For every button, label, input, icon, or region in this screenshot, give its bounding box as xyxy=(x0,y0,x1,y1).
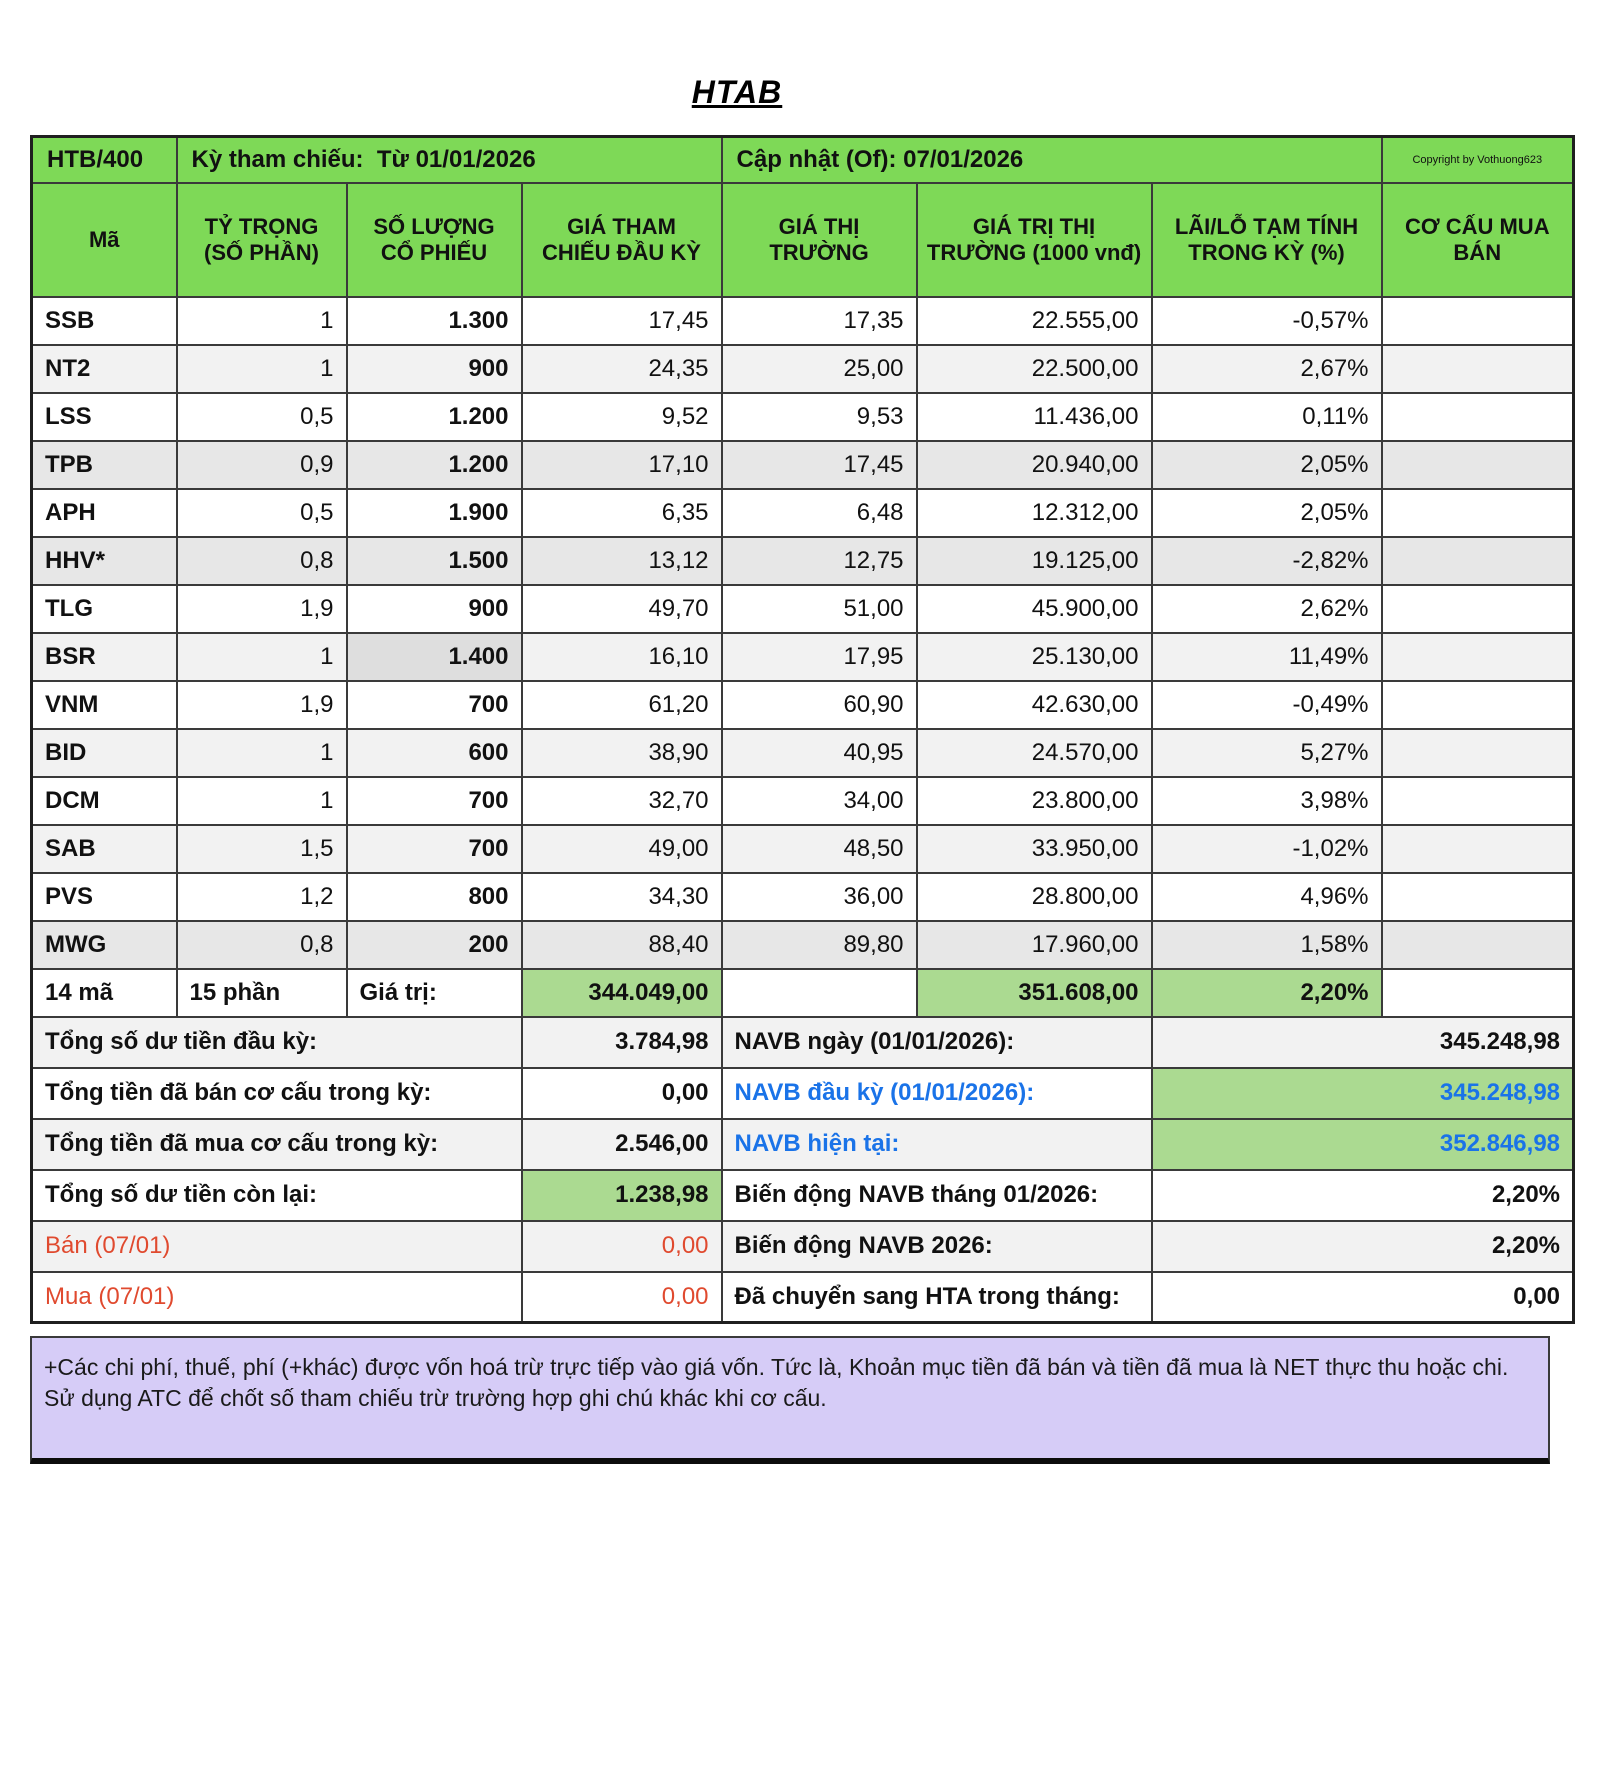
fund-code-cell: HTB/400 xyxy=(32,137,177,183)
table-row xyxy=(32,489,1574,537)
pnl-cell: 3,98% xyxy=(1152,777,1382,825)
summary-pnl: 2,20% xyxy=(1152,969,1382,1017)
bottom-left-value: 1.238,98 xyxy=(522,1170,722,1221)
weight-cell: 0,5 xyxy=(177,489,347,537)
market-value-cell: 23.800,00 xyxy=(917,777,1152,825)
quantity-cell: 700 xyxy=(347,681,522,729)
pnl-cell: 5,27% xyxy=(1152,729,1382,777)
bottom-left-value: 0,00 xyxy=(522,1068,722,1119)
weight-cell: 1 xyxy=(177,345,347,393)
ticker-cell: DCM xyxy=(32,777,177,825)
ref-price-cell: 17,10 xyxy=(522,441,722,489)
quantity-cell: 700 xyxy=(347,777,522,825)
quantity-cell: 1.900 xyxy=(347,489,522,537)
market-price-cell: 51,00 xyxy=(722,585,917,633)
market-value-cell: 19.125,00 xyxy=(917,537,1152,585)
action-cell xyxy=(1382,297,1574,345)
quantity-cell: 1.200 xyxy=(347,393,522,441)
ref-price-cell: 9,52 xyxy=(522,393,722,441)
ticker-cell: HHV* xyxy=(32,537,177,585)
action-cell xyxy=(1382,393,1574,441)
weight-cell: 0,9 xyxy=(177,441,347,489)
market-price-cell: 34,00 xyxy=(722,777,917,825)
ref-period-cell: Kỳ tham chiếu: Từ 01/01/2026 xyxy=(177,137,722,183)
update-date-cell: Cập nhật (Of): 07/01/2026 xyxy=(722,137,1382,183)
bottom-left-value: 3.784,98 xyxy=(522,1017,722,1068)
title-bar xyxy=(0,74,1474,111)
pnl-cell: 2,05% xyxy=(1152,441,1382,489)
bottom-right-value: 2,20% xyxy=(1152,1221,1574,1272)
table-row xyxy=(32,297,1574,345)
market-value-cell: 22.555,00 xyxy=(917,297,1152,345)
weight-cell: 1,2 xyxy=(177,873,347,921)
pnl-cell: 2,62% xyxy=(1152,585,1382,633)
ref-price-cell: 49,70 xyxy=(522,585,722,633)
ticker-cell: BSR xyxy=(32,633,177,681)
ref-price-cell: 13,12 xyxy=(522,537,722,585)
weight-cell: 1,9 xyxy=(177,681,347,729)
ticker-cell: SAB xyxy=(32,825,177,873)
ticker-cell: BID xyxy=(32,729,177,777)
pnl-cell: 2,05% xyxy=(1152,489,1382,537)
action-cell xyxy=(1382,921,1574,969)
bottom-right-label: Biến động NAVB tháng 01/2026: xyxy=(722,1170,1152,1221)
table-row xyxy=(32,393,1574,441)
market-price-cell: 17,35 xyxy=(722,297,917,345)
pnl-cell: -0,57% xyxy=(1152,297,1382,345)
market-price-cell: 12,75 xyxy=(722,537,917,585)
bottom-right-value: 0,00 xyxy=(1152,1272,1574,1323)
column-header: CƠ CẤU MUA BÁN xyxy=(1382,183,1574,297)
weight-cell: 1,5 xyxy=(177,825,347,873)
ticker-cell: SSB xyxy=(32,297,177,345)
action-cell xyxy=(1382,489,1574,537)
bottom-right-value: 345.248,98 xyxy=(1152,1068,1574,1119)
market-value-cell: 12.312,00 xyxy=(917,489,1152,537)
market-price-cell: 60,90 xyxy=(722,681,917,729)
bottom-right-label: NAVB hiện tại: xyxy=(722,1119,1152,1170)
footnote: +Các chi phí, thuế, phí (+khác) được vốn hoá trừ trực tiếp vào giá vốn. Tức là, Khoản mục tiền đã bán và tiền đã mua là NET thực thu hoặc chi. Sử dụng ATC để chốt số tham chiếu trừ trường hợp ghi chú khác khi cơ cấu. xyxy=(30,1336,1550,1464)
ticker-cell: NT2 xyxy=(32,345,177,393)
bottom-right-value: 345.248,98 xyxy=(1152,1017,1574,1068)
ref-price-cell: 32,70 xyxy=(522,777,722,825)
summary-spacer xyxy=(722,969,917,1017)
ref-price-cell: 61,20 xyxy=(522,681,722,729)
bottom-row xyxy=(32,1068,1574,1119)
bottom-left-label: Mua (07/01) xyxy=(32,1272,522,1323)
market-value-cell: 17.960,00 xyxy=(917,921,1152,969)
table-row xyxy=(32,681,1574,729)
ref-price-cell: 24,35 xyxy=(522,345,722,393)
table-row xyxy=(32,537,1574,585)
market-value-cell: 33.950,00 xyxy=(917,825,1152,873)
summary-parts-count: 15 phần xyxy=(177,969,347,1017)
ticker-cell: VNM xyxy=(32,681,177,729)
column-header: GIÁ THAM CHIẾU ĐẦU KỲ xyxy=(522,183,722,297)
bottom-row xyxy=(32,1017,1574,1068)
action-cell xyxy=(1382,441,1574,489)
market-price-cell: 9,53 xyxy=(722,393,917,441)
table-row xyxy=(32,633,1574,681)
pnl-cell: -0,49% xyxy=(1152,681,1382,729)
table-row xyxy=(32,729,1574,777)
bottom-right-label: NAVB đầu kỳ (01/01/2026): xyxy=(722,1068,1152,1119)
ticker-cell: TLG xyxy=(32,585,177,633)
ref-price-cell: 16,10 xyxy=(522,633,722,681)
copyright-cell: Copyright by Vothuong623 xyxy=(1382,137,1574,183)
pnl-cell: 1,58% xyxy=(1152,921,1382,969)
summary-market-value: 351.608,00 xyxy=(917,969,1152,1017)
table-row xyxy=(32,873,1574,921)
bottom-right-label: NAVB ngày (01/01/2026): xyxy=(722,1017,1152,1068)
market-price-cell: 25,00 xyxy=(722,345,917,393)
market-value-cell: 11.436,00 xyxy=(917,393,1152,441)
ticker-cell: LSS xyxy=(32,393,177,441)
market-price-cell: 6,48 xyxy=(722,489,917,537)
ref-price-cell: 6,35 xyxy=(522,489,722,537)
quantity-cell: 1.300 xyxy=(347,297,522,345)
market-price-cell: 17,45 xyxy=(722,441,917,489)
ref-price-cell: 34,30 xyxy=(522,873,722,921)
ref-price-cell: 49,00 xyxy=(522,825,722,873)
summary-ref-value: 344.049,00 xyxy=(522,969,722,1017)
bottom-row xyxy=(32,1272,1574,1323)
weight-cell: 1 xyxy=(177,297,347,345)
action-cell xyxy=(1382,777,1574,825)
column-header: GIÁ TRỊ THỊ TRƯỜNG (1000 vnđ) xyxy=(917,183,1152,297)
ref-price-cell: 38,90 xyxy=(522,729,722,777)
table-header-band xyxy=(32,137,1574,183)
ref-price-cell: 17,45 xyxy=(522,297,722,345)
pnl-cell: -2,82% xyxy=(1152,537,1382,585)
weight-cell: 0,8 xyxy=(177,537,347,585)
weight-cell: 0,5 xyxy=(177,393,347,441)
summary-row xyxy=(32,969,1574,1017)
market-value-cell: 28.800,00 xyxy=(917,873,1152,921)
market-value-cell: 25.130,00 xyxy=(917,633,1152,681)
bottom-row xyxy=(32,1119,1574,1170)
market-value-cell: 22.500,00 xyxy=(917,345,1152,393)
pnl-cell: 2,67% xyxy=(1152,345,1382,393)
bottom-left-label: Tổng số dư tiền đầu kỳ: xyxy=(32,1017,522,1068)
action-cell xyxy=(1382,633,1574,681)
quantity-cell: 1.500 xyxy=(347,537,522,585)
pnl-cell: 4,96% xyxy=(1152,873,1382,921)
ticker-cell: MWG xyxy=(32,921,177,969)
action-cell xyxy=(1382,729,1574,777)
bottom-left-label: Tổng tiền đã mua cơ cấu trong kỳ: xyxy=(32,1119,522,1170)
market-value-cell: 45.900,00 xyxy=(917,585,1152,633)
bottom-left-value: 0,00 xyxy=(522,1221,722,1272)
column-header: LÃI/LỖ TẠM TÍNH TRONG KỲ (%) xyxy=(1152,183,1382,297)
market-price-cell: 17,95 xyxy=(722,633,917,681)
bottom-row xyxy=(32,1221,1574,1272)
table-row xyxy=(32,825,1574,873)
quantity-cell: 900 xyxy=(347,585,522,633)
ticker-cell: APH xyxy=(32,489,177,537)
portfolio-table xyxy=(30,135,1575,1324)
column-header: TỶ TRỌNG (SỐ PHẦN) xyxy=(177,183,347,297)
action-cell xyxy=(1382,825,1574,873)
bottom-right-value: 352.846,98 xyxy=(1152,1119,1574,1170)
ticker-cell: TPB xyxy=(32,441,177,489)
market-price-cell: 40,95 xyxy=(722,729,917,777)
quantity-cell: 600 xyxy=(347,729,522,777)
bottom-left-label: Bán (07/01) xyxy=(32,1221,522,1272)
action-cell xyxy=(1382,345,1574,393)
pnl-cell: 0,11% xyxy=(1152,393,1382,441)
column-header: Mã xyxy=(32,183,177,297)
action-cell xyxy=(1382,537,1574,585)
page-title: HTAB xyxy=(691,74,783,110)
pnl-cell: 11,49% xyxy=(1152,633,1382,681)
bottom-right-value: 2,20% xyxy=(1152,1170,1574,1221)
weight-cell: 1 xyxy=(177,633,347,681)
summary-codes-count: 14 mã xyxy=(32,969,177,1017)
market-value-cell: 24.570,00 xyxy=(917,729,1152,777)
quantity-cell: 1.400 xyxy=(347,633,522,681)
action-cell xyxy=(1382,585,1574,633)
column-header: SỐ LƯỢNG CỔ PHIẾU xyxy=(347,183,522,297)
market-price-cell: 48,50 xyxy=(722,825,917,873)
table-row xyxy=(32,777,1574,825)
table-row xyxy=(32,921,1574,969)
summary-value-label: Giá trị: xyxy=(347,969,522,1017)
bottom-left-label: Tổng tiền đã bán cơ cấu trong kỳ: xyxy=(32,1068,522,1119)
bottom-left-value: 0,00 xyxy=(522,1272,722,1323)
market-value-cell: 20.940,00 xyxy=(917,441,1152,489)
bottom-left-label: Tổng số dư tiền còn lại: xyxy=(32,1170,522,1221)
table-row xyxy=(32,585,1574,633)
table-row xyxy=(32,345,1574,393)
quantity-cell: 900 xyxy=(347,345,522,393)
action-cell xyxy=(1382,873,1574,921)
action-cell xyxy=(1382,681,1574,729)
quantity-cell: 1.200 xyxy=(347,441,522,489)
market-price-cell: 89,80 xyxy=(722,921,917,969)
bottom-right-label: Đã chuyển sang HTA trong tháng: xyxy=(722,1272,1152,1323)
pnl-cell: -1,02% xyxy=(1152,825,1382,873)
column-header-row xyxy=(32,183,1574,297)
summary-action-spacer xyxy=(1382,969,1574,1017)
weight-cell: 1 xyxy=(177,729,347,777)
weight-cell: 0,8 xyxy=(177,921,347,969)
market-price-cell: 36,00 xyxy=(722,873,917,921)
table-row xyxy=(32,441,1574,489)
column-header: GIÁ THỊ TRƯỜNG xyxy=(722,183,917,297)
quantity-cell: 700 xyxy=(347,825,522,873)
quantity-cell: 200 xyxy=(347,921,522,969)
market-value-cell: 42.630,00 xyxy=(917,681,1152,729)
weight-cell: 1 xyxy=(177,777,347,825)
weight-cell: 1,9 xyxy=(177,585,347,633)
quantity-cell: 800 xyxy=(347,873,522,921)
ref-price-cell: 88,40 xyxy=(522,921,722,969)
ticker-cell: PVS xyxy=(32,873,177,921)
bottom-left-value: 2.546,00 xyxy=(522,1119,722,1170)
bottom-right-label: Biến động NAVB 2026: xyxy=(722,1221,1152,1272)
bottom-row xyxy=(32,1170,1574,1221)
